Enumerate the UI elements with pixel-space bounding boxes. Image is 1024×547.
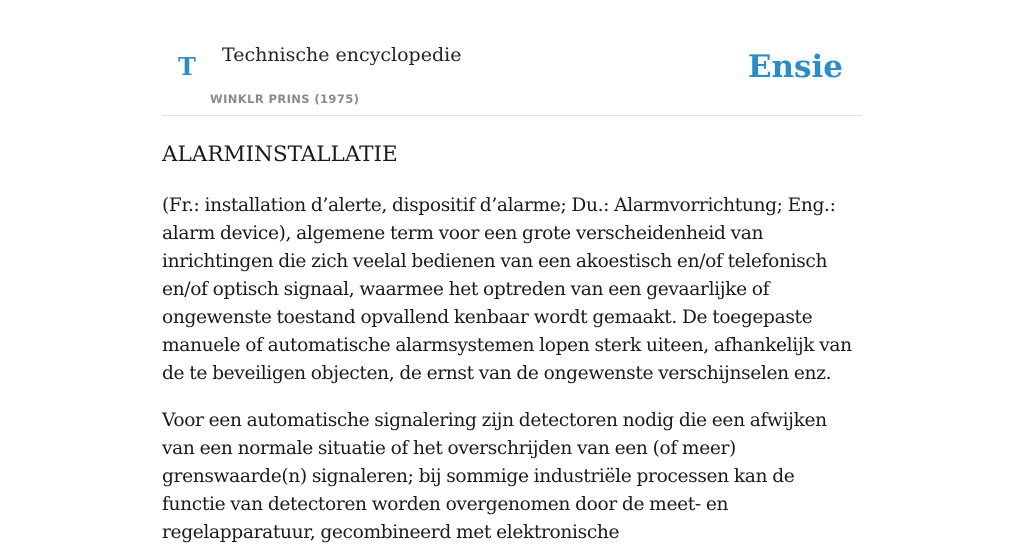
page xyxy=(162,0,862,543)
article-paragraph: (Fr.: installation d’alerte, dispositif d’alarme; Du.: Alarmvorrichtung; Eng.: alarm device), algemene term voor een grote verscheidenheid van inrichtingen die zich veelal bedienen van een akoestisch en/of telefonisch en/of optisch signaal, waarmee het optreden van een gevaarlijke of ongewenste toestand opvallend kenbaar wordt gemaakt. De toegepaste manuele of automatische alarmsystemen lopen sterk uiteen, afhankelijk van de te beveiligen objecten, de ernst van de ongewenste verschijnselen enz. xyxy=(162,195,852,384)
book-title-link[interactable]: Technische encyclopedie xyxy=(222,44,462,66)
site-logo[interactable]: Ensie xyxy=(747,49,843,85)
article-paragraph: Voor een automatische signalering zijn detectoren nodig die een afwijken van een normale situatie of het overschrijden van een (of meer) grenswaarde(n) signaleren; bij sommige industriële processen kan de functie van detectoren worden overgenomen door de meet- en regelapparatuur, gecombineerd met elektronische xyxy=(162,410,827,543)
page-header xyxy=(162,0,862,116)
article-title: ALARMINSTALLATIE xyxy=(162,142,398,167)
book-icon[interactable]: T xyxy=(178,52,196,81)
book-source: WINKLR PRINS (1975) xyxy=(210,92,360,106)
